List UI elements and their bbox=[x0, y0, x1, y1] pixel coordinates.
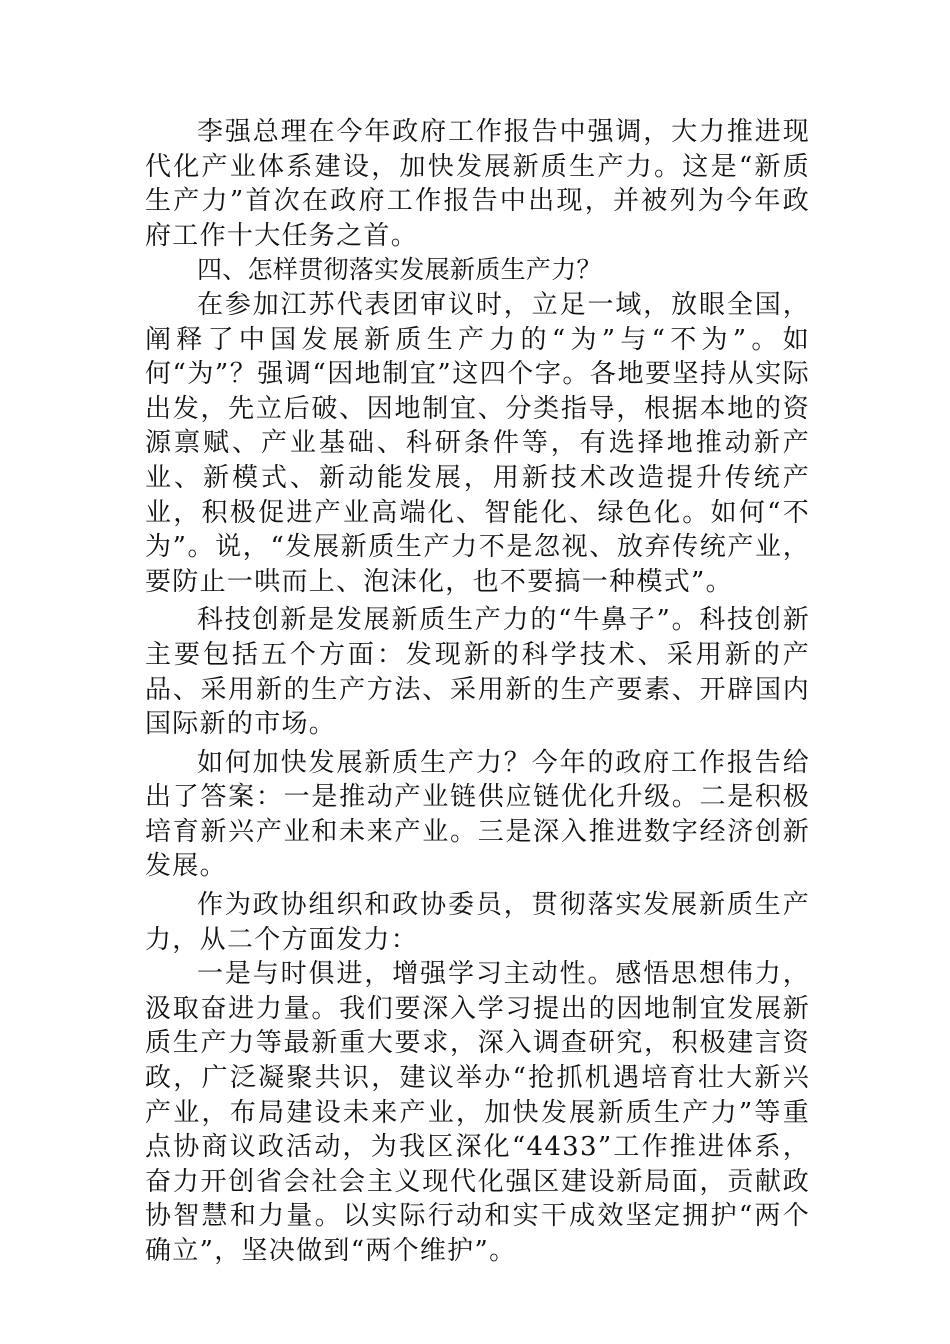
section-heading: 四、怎样贯彻落实发展新质生产力？ bbox=[197, 255, 602, 285]
paragraph-jiangsu: 在参加江苏代表团审议时，立足一域，放眼全国，阐释了中国发展新质生产力的“为”与“不为”。如何“为”？强调“因地制宜”这四个字。各地要坚持从实际出发，先立后破、因地制宜、分类指导，根据本地的资源禀赋、产业基础、科研条件等，有选择地推动新产业、新模式、新动能发展，用新技术改造提升传统产业，积极促进产业高端化、智能化、绿色化。如何“不为”。说，“发展新质生产力不是忽视、放弃传统产业，要防止一哄而上、泡沫化，也不要搞一种模式”。 bbox=[145, 289, 810, 597]
paragraph-point-one: 一是与时俱进，增强学习主动性。感悟思想伟力，汲取奋进力量。我们要深入学习提出的因地制宜发展新质生产力等最新重大要求，深入调查研究，积极建言资政，广泛凝聚共识，建议举办“抢抓机遇培育壮大新兴产业，布局建设未来产业，加快发展新质生产力”等重点协商议政活动，为我区深化“4433”工作推进体系，奋力开创省会社会主义现代化强区建设新局面，贡献政协智慧和力量。以实际行动和实干成效坚定拥护“两个确立”，坚决做到“两个维护”。 bbox=[145, 959, 810, 1266]
paragraph-intro: 李强总理在今年政府工作报告中强调，大力推进现代化产业体系建设，加快发展新质生产力。这是“新质生产力”首次在政府工作报告中出现，并被列为今年政府工作十大任务之首。 bbox=[145, 117, 810, 251]
paragraph-cppcc: 作为政协组织和政协委员，贯彻落实发展新质生产力，从二个方面发力： bbox=[145, 890, 810, 955]
document-body bbox=[145, 115, 810, 1269]
paragraph-innovation: 科技创新是发展新质生产力的“牛鼻子”。科技创新主要包括五个方面：发现新的科学技术、采用新的产品、采用新的生产方法、采用新的生产要素、开辟国内国际新的市场。 bbox=[145, 605, 810, 740]
paragraph-how: 如何加快发展新质生产力？今年的政府工作报告给出了答案：一是推动产业链供应链优化升级。二是积极培育新兴产业和未来产业。三是深入推进数字经济创新发展。 bbox=[145, 747, 810, 882]
